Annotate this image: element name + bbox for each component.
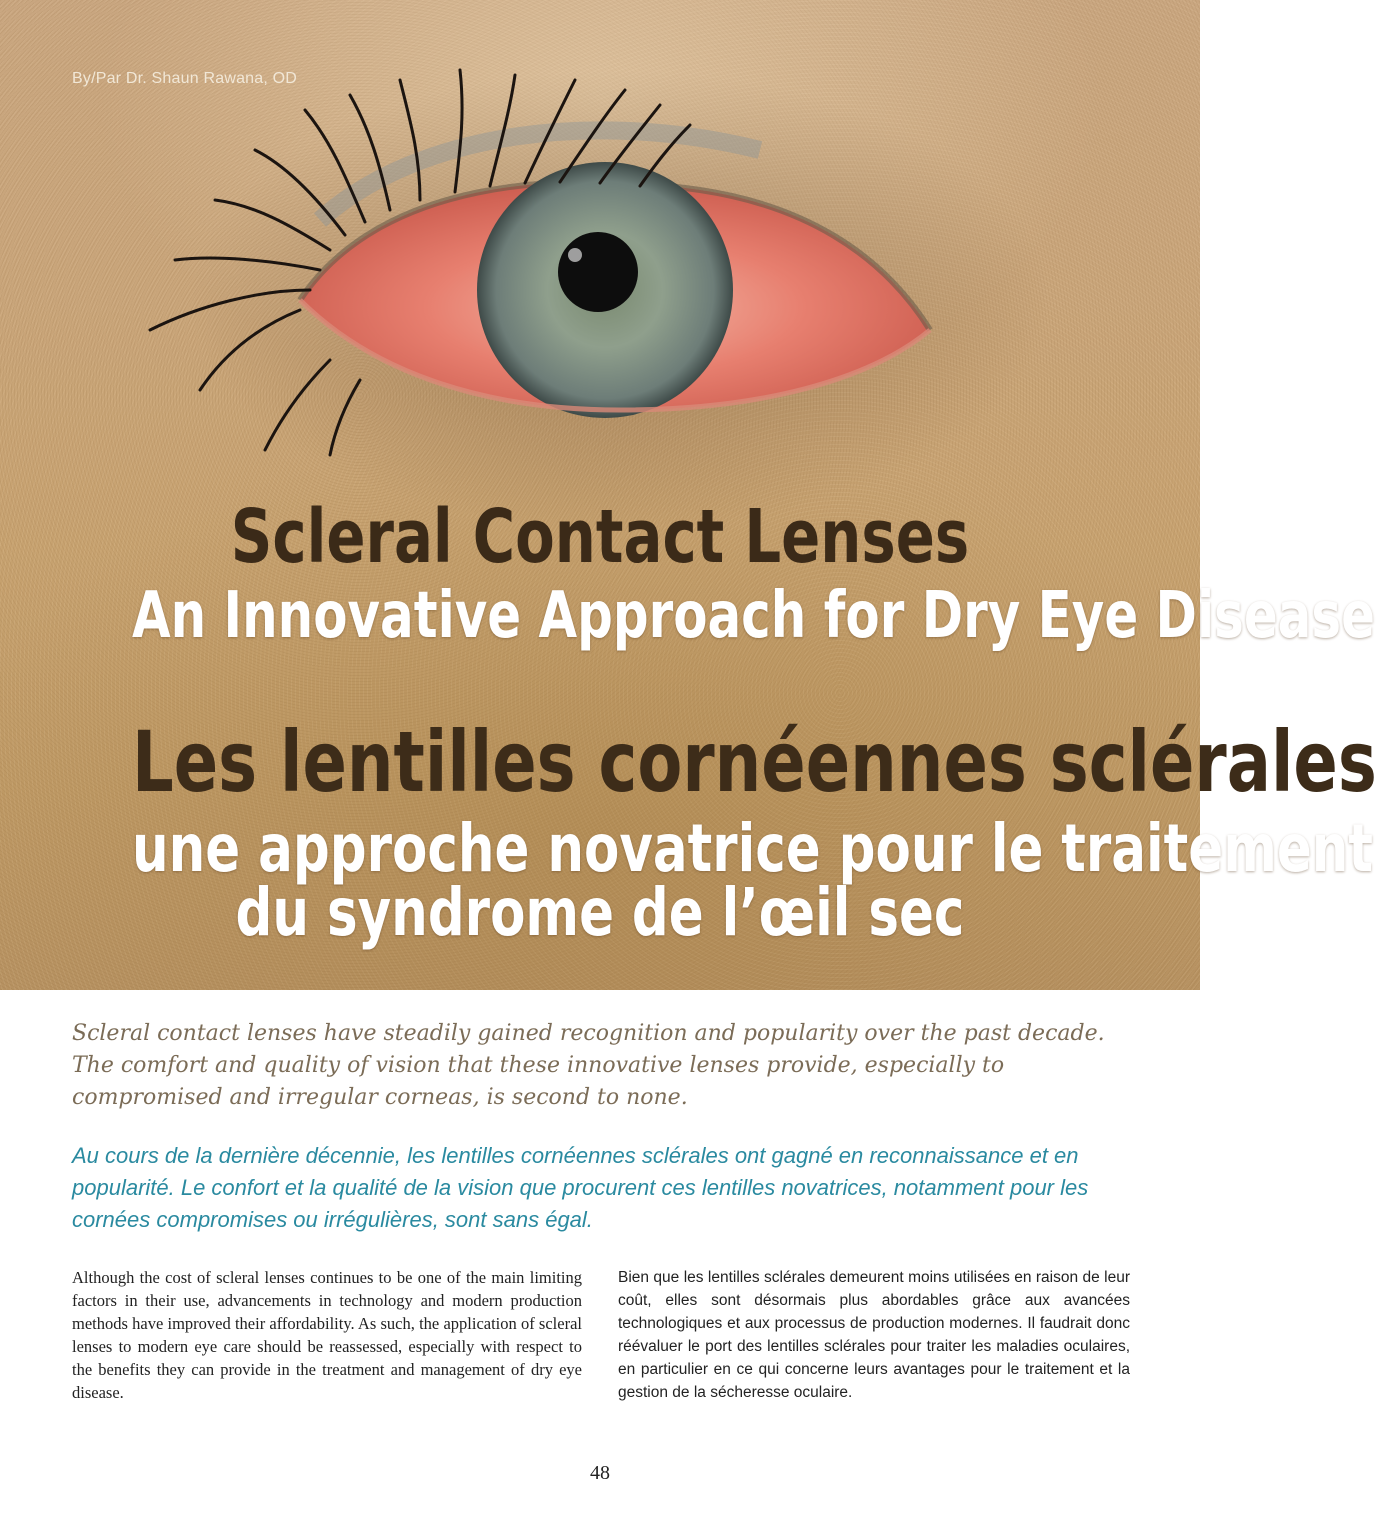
page-number: 48 bbox=[590, 1462, 610, 1484]
title-en-main: Scleral Contact Lenses bbox=[230, 494, 970, 580]
body-column-french: Bien que les lentilles sclérales demeurent moins utilisées en raison de leur coût, elles sont désormais plus abordables grâce aux avancées technologiques et aux processus de production modernes. Il faudrait donc réévaluer le port des lentilles sclérales pour traiter les maladies oculaires, en particulier en ce qui concerne leurs avantages pour le traitement et la gestion de la sécheresse oculaire. bbox=[618, 1269, 1130, 1401]
intro-french: Au cours de la dernière décennie, les lentilles cornéennes sclérales ont gagné en reconnaissance et en popularité. Le confort et la qualité de la vision que procurent ces lentilles novatrices, notamment pour les cornées compromises ou irrégulières, sont sans égal. bbox=[72, 1143, 1089, 1232]
title-fr-sub-line1: une approche novatrice pour le traitement bbox=[132, 810, 1374, 887]
intro-english: Scleral contact lenses have steadily gained recognition and popularity over the past decade. The comfort and quality of vision that these innovative lenses provide, especially to compromised and irregular corneas, is second to none. bbox=[72, 1021, 1105, 1110]
body-column-english: Although the cost of scleral lenses continues to be one of the main limiting factors in their use, advancements in technology and modern production methods have improved their affordability. As such, the application of scleral lenses to modern eye care should be reassessed, especially with respect to the benefits they can provide in the treatment and management of dry eye disease. bbox=[72, 1268, 582, 1402]
title-en-sub: An Innovative Approach for Dry Eye Disease bbox=[132, 579, 1375, 653]
title-fr-sub-line2: du syndrome de l’œil sec bbox=[235, 874, 965, 951]
title-fr-main: Les lentilles cornéennes sclérales bbox=[132, 713, 1377, 811]
byline: By/Par Dr. Shaun Rawana, OD bbox=[72, 70, 298, 87]
